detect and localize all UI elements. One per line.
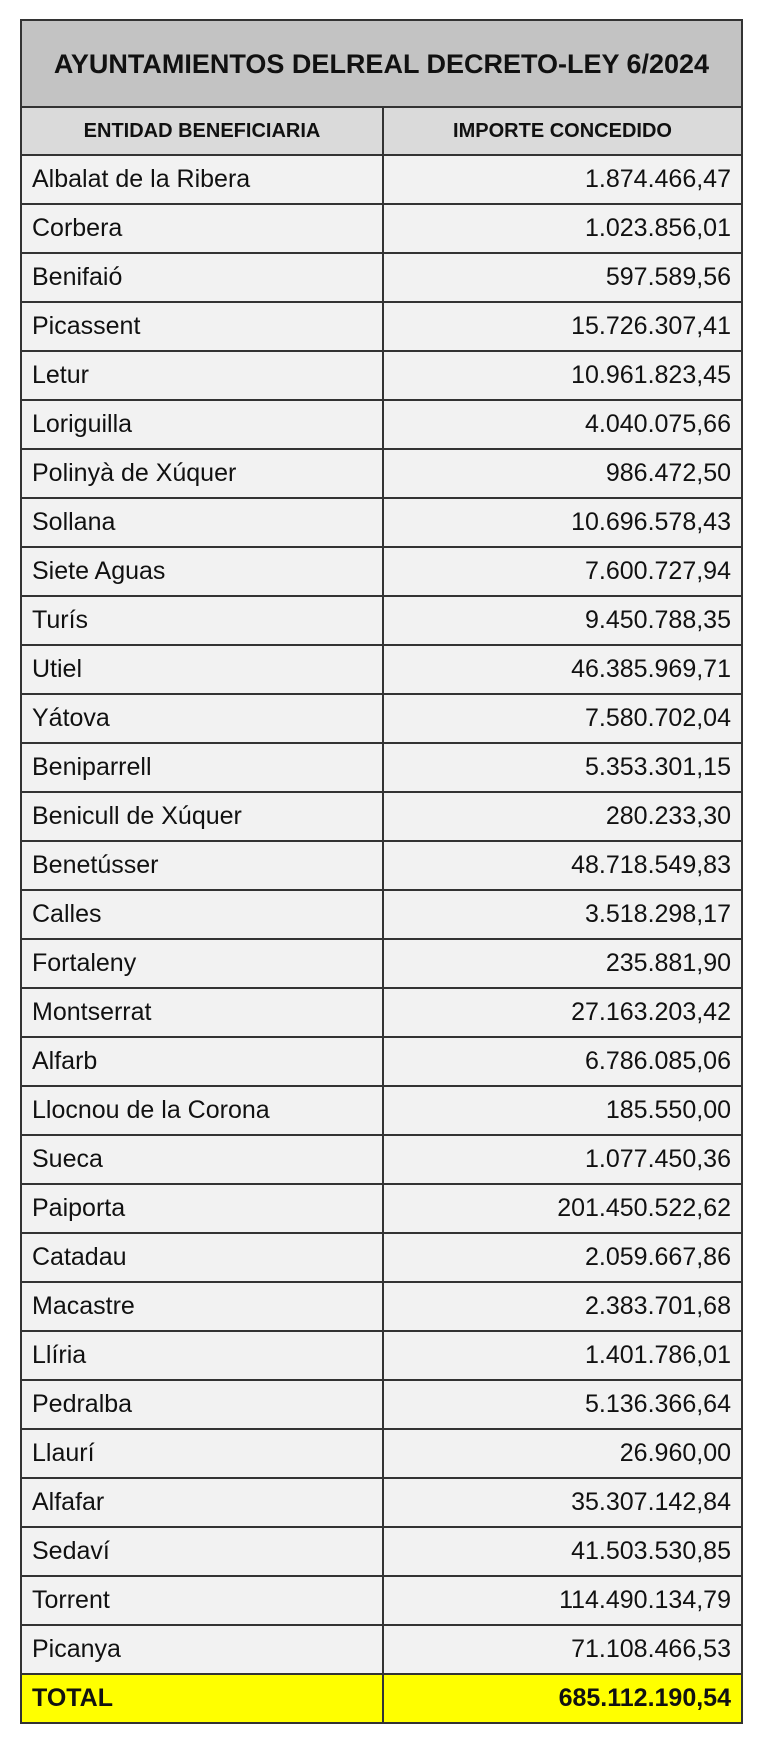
table-row (21, 890, 742, 939)
total-value: 685.112.190,54 (383, 1674, 742, 1723)
table-row (21, 351, 742, 400)
importe-cell: 1.874.466,47 (383, 155, 742, 204)
importe-cell: 185.550,00 (383, 1086, 742, 1135)
column-header-importe: IMPORTE CONCEDIDO (383, 107, 742, 155)
importe-cell: 35.307.142,84 (383, 1478, 742, 1527)
table-title: AYUNTAMIENTOS DELREAL DECRETO-LEY 6/2024 (21, 20, 742, 107)
table-row (21, 253, 742, 302)
table-row (21, 841, 742, 890)
importe-cell: 10.696.578,43 (383, 498, 742, 547)
entidad-cell: Beniparrell (21, 743, 383, 792)
entidad-cell: Sueca (21, 1135, 383, 1184)
table-row (21, 1478, 742, 1527)
table-row (21, 1233, 742, 1282)
entidad-cell: Picanya (21, 1625, 383, 1674)
entidad-cell: Letur (21, 351, 383, 400)
table-row (21, 1086, 742, 1135)
grants-table (20, 19, 743, 1724)
table-row (21, 694, 742, 743)
importe-cell: 280.233,30 (383, 792, 742, 841)
table-row (21, 302, 742, 351)
table-row (21, 1380, 742, 1429)
importe-cell: 41.503.530,85 (383, 1527, 742, 1576)
entidad-cell: Alfarb (21, 1037, 383, 1086)
importe-cell: 2.383.701,68 (383, 1282, 742, 1331)
importe-cell: 6.786.085,06 (383, 1037, 742, 1086)
table-row (21, 988, 742, 1037)
entidad-cell: Turís (21, 596, 383, 645)
table-row (21, 1527, 742, 1576)
table-row (21, 1184, 742, 1233)
importe-cell: 597.589,56 (383, 253, 742, 302)
importe-cell: 26.960,00 (383, 1429, 742, 1478)
table-row (21, 498, 742, 547)
entidad-cell: Catadau (21, 1233, 383, 1282)
importe-cell: 7.600.727,94 (383, 547, 742, 596)
table-row (21, 1576, 742, 1625)
importe-cell: 5.353.301,15 (383, 743, 742, 792)
entidad-cell: Torrent (21, 1576, 383, 1625)
table-row (21, 1282, 742, 1331)
entidad-cell: Fortaleny (21, 939, 383, 988)
importe-cell: 4.040.075,66 (383, 400, 742, 449)
importe-cell: 7.580.702,04 (383, 694, 742, 743)
table-row (21, 1037, 742, 1086)
table-row (21, 1625, 742, 1674)
entidad-cell: Montserrat (21, 988, 383, 1037)
entidad-cell: Benifaió (21, 253, 383, 302)
entidad-cell: Calles (21, 890, 383, 939)
importe-cell: 986.472,50 (383, 449, 742, 498)
entidad-cell: Utiel (21, 645, 383, 694)
table-title-row (21, 20, 742, 107)
importe-cell: 235.881,90 (383, 939, 742, 988)
entidad-cell: Albalat de la Ribera (21, 155, 383, 204)
table-row (21, 155, 742, 204)
entidad-cell: Sedaví (21, 1527, 383, 1576)
importe-cell: 9.450.788,35 (383, 596, 742, 645)
table-row (21, 449, 742, 498)
importe-cell: 1.077.450,36 (383, 1135, 742, 1184)
table-row (21, 1331, 742, 1380)
entidad-cell: Polinyà de Xúquer (21, 449, 383, 498)
entidad-cell: Macastre (21, 1282, 383, 1331)
entidad-cell: Llíria (21, 1331, 383, 1380)
entidad-cell: Sollana (21, 498, 383, 547)
table-row (21, 400, 742, 449)
importe-cell: 1.023.856,01 (383, 204, 742, 253)
entidad-cell: Benicull de Xúquer (21, 792, 383, 841)
importe-cell: 5.136.366,64 (383, 1380, 742, 1429)
total-row (21, 1674, 742, 1723)
table-row (21, 1429, 742, 1478)
importe-cell: 71.108.466,53 (383, 1625, 742, 1674)
entidad-cell: Llaurí (21, 1429, 383, 1478)
entidad-cell: Alfafar (21, 1478, 383, 1527)
total-label: TOTAL (21, 1674, 383, 1723)
importe-cell: 3.518.298,17 (383, 890, 742, 939)
header-row (21, 107, 742, 155)
table-row (21, 1135, 742, 1184)
entidad-cell: Picassent (21, 302, 383, 351)
table-row (21, 596, 742, 645)
entidad-cell: Llocnou de la Corona (21, 1086, 383, 1135)
importe-cell: 201.450.522,62 (383, 1184, 742, 1233)
entidad-cell: Loriguilla (21, 400, 383, 449)
column-header-entidad: ENTIDAD BENEFICIARIA (21, 107, 383, 155)
table-row (21, 792, 742, 841)
entidad-cell: Benetússer (21, 841, 383, 890)
table-row (21, 743, 742, 792)
entidad-cell: Corbera (21, 204, 383, 253)
importe-cell: 10.961.823,45 (383, 351, 742, 400)
table-row (21, 204, 742, 253)
table-row (21, 547, 742, 596)
table-row (21, 645, 742, 694)
entidad-cell: Paiporta (21, 1184, 383, 1233)
importe-cell: 27.163.203,42 (383, 988, 742, 1037)
importe-cell: 15.726.307,41 (383, 302, 742, 351)
importe-cell: 1.401.786,01 (383, 1331, 742, 1380)
importe-cell: 114.490.134,79 (383, 1576, 742, 1625)
table-row (21, 939, 742, 988)
importe-cell: 46.385.969,71 (383, 645, 742, 694)
importe-cell: 48.718.549,83 (383, 841, 742, 890)
importe-cell: 2.059.667,86 (383, 1233, 742, 1282)
entidad-cell: Yátova (21, 694, 383, 743)
entidad-cell: Pedralba (21, 1380, 383, 1429)
entidad-cell: Siete Aguas (21, 547, 383, 596)
